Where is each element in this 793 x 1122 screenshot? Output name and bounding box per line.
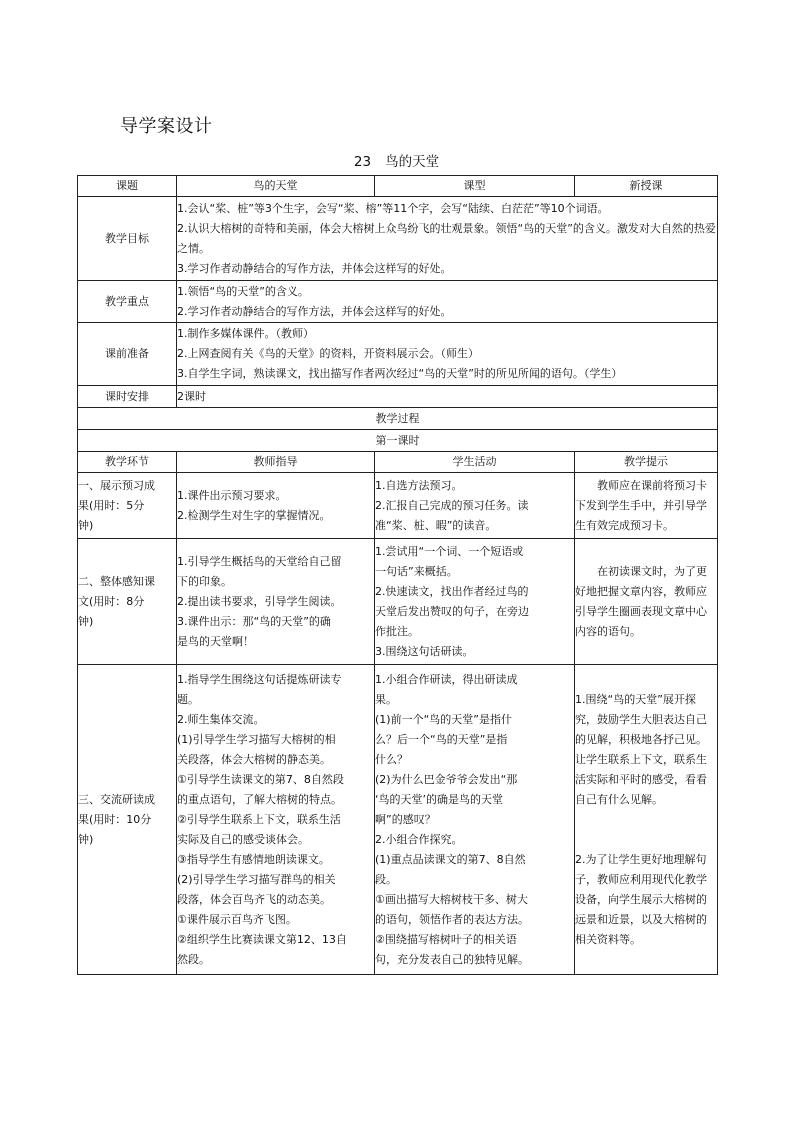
tip-line: 内容的语句。: [575, 624, 641, 638]
tip-line: 在初读课文时，为了更: [597, 564, 707, 578]
teacher-line: 下的印象。: [177, 574, 232, 588]
student-line: 1.尝试用“一个词、一个短语或: [375, 544, 524, 558]
teacher-line: 的重点语句，了解大榕树的特点。: [177, 792, 342, 806]
stage-name-line: 三、交流研读成: [78, 792, 155, 806]
teacher-line: 1.指导学生围绕这句话提炼研读专: [177, 672, 342, 686]
student-line: 么？后一个“鸟的天堂”是指: [375, 732, 508, 746]
column-header-teacher: 教师指导: [177, 452, 375, 473]
tip-line: 教师应在课前将预习卡: [597, 478, 707, 492]
key-points-label: 教学重点: [78, 281, 177, 323]
stage-name-line: 钟): [78, 832, 94, 846]
lesson-title: [0, 150, 793, 170]
student-line: 准“桨、桩、暇”的读音。: [375, 518, 497, 532]
student-line: 果。: [375, 692, 397, 706]
student-line: 什么？: [375, 752, 408, 766]
schedule-row: [78, 386, 718, 408]
student-line: 一句话”来概括。: [375, 564, 458, 578]
teaching-tips: [575, 473, 718, 539]
student-line: 1.小组合作研读，得出研读成: [375, 672, 518, 686]
teacher-line: ①课件展示百鸟齐飞图。: [177, 912, 297, 926]
student-activity: [375, 665, 575, 975]
student-line: 作批注。: [375, 624, 419, 638]
student-line: ‘鸟的天堂’的确是鸟的天堂: [375, 792, 503, 806]
preparation-line: 2.上网查阅有关《鸟的天堂》的资料，开资料展示会。（师生）: [177, 347, 479, 360]
lesson-number: 23: [353, 154, 372, 170]
student-line: ①画出描写大榕树枝干多、树大: [375, 892, 528, 906]
student-activity: [375, 473, 575, 539]
teacher-line: (2)引导学生学习描写群鸟的相关: [177, 872, 336, 886]
teacher-line: 2.检测学生对生字的掌握情况。: [177, 508, 331, 522]
goals-row: [78, 197, 718, 281]
teacher-line: 题。: [177, 692, 199, 706]
topic-value: 鸟的天堂: [177, 176, 375, 197]
process-title: 教学过程: [78, 408, 718, 430]
type-value: 新授课: [575, 176, 718, 197]
teacher-line: (1)引导学生学习描写大榕树的相: [177, 732, 336, 746]
tip-line: 自己有什么见解。: [575, 792, 663, 806]
teacher-line: ②引导学生联系上下文，联系生活: [177, 812, 341, 826]
student-line: (1)前一个“鸟的天堂”是指什: [375, 712, 512, 726]
header-row: [78, 176, 718, 197]
stage-name: [78, 539, 177, 665]
tip-line: 1.围绕“鸟的天堂”展开探: [575, 692, 696, 706]
tip-line: 远景和近景，以及大榕树的: [575, 912, 707, 926]
student-line: 2.快速读文，找出作者经过鸟的: [375, 584, 529, 598]
stage-name: [78, 665, 177, 975]
goals-content: [177, 197, 718, 281]
columns-row: [78, 452, 718, 473]
tip-spacer: [575, 810, 717, 830]
tip-line: 下发到学生手中，并引导学: [575, 498, 707, 512]
student-line: 段。: [375, 872, 397, 886]
student-line: (2)为什么巴金爷爷会发出“那: [375, 772, 518, 786]
preparation-line: 1.制作多媒体课件。（教师）: [177, 327, 314, 340]
tip-line: 2.为了让学生更好地理解句: [575, 852, 707, 866]
teaching-tips: [575, 665, 718, 975]
teaching-tips: [575, 539, 718, 665]
stage-name-line: 钟): [78, 518, 94, 532]
topic-label: 课题: [78, 176, 177, 197]
stage-name-line: 钟): [78, 614, 94, 628]
student-activity: [375, 539, 575, 665]
teacher-guidance: [177, 473, 375, 539]
stage-name-line: 文(用时：8分: [78, 594, 145, 608]
preparation-row: [78, 323, 718, 386]
teacher-line: 然段。: [177, 952, 210, 966]
tip-line: 设备，向学生展示大榕树的: [575, 892, 707, 906]
teacher-line: 是鸟的天堂啊！: [177, 634, 254, 648]
stage-name-line: 果(用时：5分: [78, 498, 145, 512]
stage-name-line: 果(用时：10分: [78, 812, 152, 826]
key-points-row: [78, 281, 718, 323]
period-title-row: [78, 430, 718, 452]
teacher-line: 2.师生集体交流。: [177, 712, 265, 726]
teacher-line: 实际及自己的感受谈体会。: [177, 832, 309, 846]
type-label: 课型: [375, 176, 575, 197]
tip-line: 活实际和平时的感受，看看: [575, 772, 707, 786]
stage-row: [78, 539, 718, 665]
key-points-content: [177, 281, 718, 323]
goal-line: 3.学习作者动静结合的写作方法，并体会这样写的好处。: [177, 261, 452, 275]
tip-line: 究，鼓励学生大胆表达自己: [575, 712, 707, 726]
stage-row: [78, 473, 718, 539]
student-line: 天堂后发出赞叹的句子，在旁边: [375, 604, 529, 618]
stage-name-line: 一、展示预习成: [78, 478, 155, 492]
schedule-label: 课时安排: [78, 386, 177, 408]
preparation-line: 3.自学生字词，熟读课文，找出描写作者两次经过“鸟的天堂”时的所见所闻的语句。（学生）: [177, 367, 623, 380]
preparation-content: [177, 323, 718, 386]
tip-line: 引导学生圈画表现文章中心: [575, 604, 707, 618]
stage-row: [78, 665, 718, 975]
student-line: 2.小组合作探究。: [375, 832, 463, 846]
lesson-plan-table: [77, 175, 718, 975]
teacher-line: 3.课件出示：那“鸟的天堂”的确: [177, 614, 331, 628]
tip-line: 相关资料等。: [575, 932, 641, 946]
period-title: 第一课时: [78, 430, 718, 452]
teacher-line: ②组织学生比赛读课文第12、13自: [177, 932, 347, 946]
stage-name: [78, 473, 177, 539]
student-line: 的语句，领悟作者的表达方法。: [375, 912, 529, 926]
tip-line: 让学生联系上下文，联系生: [575, 752, 707, 766]
preparation-label: 课前准备: [78, 323, 177, 386]
goal-line: 2.认识大榕树的奇特和美丽，体会大榕树上众鸟纷飞的壮观景象。领悟“鸟的天堂”的含义。激发对大自然的热爱之情。: [177, 221, 716, 255]
teacher-line: 段落，体会百鸟齐飞的动态美。: [177, 892, 331, 906]
column-header-tips: 教学提示: [575, 452, 718, 473]
stage-name-line: 二、整体感知课: [78, 574, 155, 588]
tip-line: 子，教师应利用现代化教学: [575, 872, 707, 886]
process-title-row: [78, 408, 718, 430]
student-line: ②围绕描写榕树叶子的相关语: [375, 932, 517, 946]
teacher-line: 2.提出读书要求，引导学生阅读。: [177, 594, 342, 608]
teacher-line: 1.课件出示预习要求。: [177, 488, 287, 502]
tip-spacer: [575, 830, 717, 850]
teacher-line: 1.引导学生概括鸟的天堂给自己留: [177, 554, 342, 568]
lesson-name: 鸟的天堂: [385, 154, 440, 170]
student-line: (1)重点品读课文的第7、8自然: [375, 852, 526, 866]
teacher-line: ①引导学生读课文的第7、8自然段: [177, 772, 344, 786]
goal-line: 1.会认“桨、桩”等3个生字，会写“桨、榕”等11个字，会写“陆续、白茫茫”等10个词语。: [177, 201, 609, 215]
student-line: 1.自选方法预习。: [375, 478, 463, 492]
tip-line: 好地把握文章内容，教师应: [575, 584, 707, 598]
goals-label: 教学目标: [78, 197, 177, 281]
teacher-line: 关段落，体会大榕树的静态美。: [177, 752, 331, 766]
student-line: 啊”的感叹？: [375, 812, 436, 826]
tip-line: 生有效完成预习卡。: [575, 518, 674, 532]
tip-line: 的见解，积极地各抒己见。: [575, 732, 707, 746]
teacher-guidance: [177, 665, 375, 975]
student-line: 2.汇报自己完成的预习任务。读: [375, 498, 529, 512]
student-line: 3.围绕这句话研读。: [375, 644, 474, 658]
key-point-line: 1.领悟“鸟的天堂”的含义。: [177, 284, 309, 298]
page-heading: 导学案设计: [120, 116, 213, 137]
student-line: 句，充分发表自己的独特见解。: [375, 952, 529, 966]
schedule-value: 2课时: [177, 386, 718, 408]
teacher-line: ③指导学生有感情地朗读课文。: [177, 852, 330, 866]
key-point-line: 2.学习作者动静结合的写作方法，并体会这样写的好处。: [177, 304, 452, 318]
column-header-stage: 教学环节: [78, 452, 177, 473]
teacher-guidance: [177, 539, 375, 665]
column-header-student: 学生活动: [375, 452, 575, 473]
